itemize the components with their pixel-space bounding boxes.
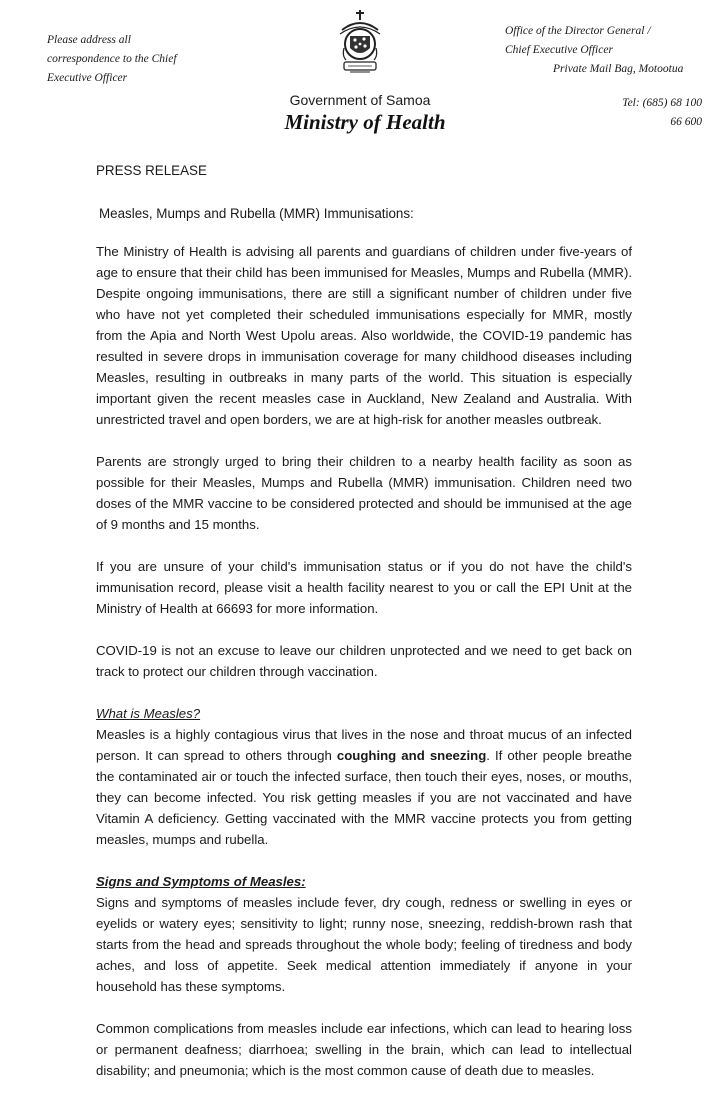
office-line-1: Office of the Director General / <box>505 25 651 37</box>
symptoms-heading: Signs and Symptoms of Measles: <box>96 874 306 889</box>
ministry-title: Ministry of Health <box>284 110 446 134</box>
paragraph-covid-note: COVID-19 is not an excuse to leave our children unprotected and we need to get back on track to protect our children through vaccination. <box>96 643 632 679</box>
telephone-line-1: Tel: (685) 68 100 <box>622 97 702 109</box>
measles-text-before: Measles is a highly contagious virus that lives in the nose and throat mucus of an infected person. It can spread to others through <box>96 727 632 763</box>
document-label: PRESS RELEASE <box>96 163 207 178</box>
telephone <box>612 94 702 132</box>
paragraph-advisory: The Ministry of Health is advising all parents and guardians of children under five-years of age to ensure that their child has been immunised for Measles, Mumps and Rubella (MMR). Despite ongoing immunisations, there are still a significant number of children under five who have not yet completed their scheduled immunisations especially for MMR, mostly from the Apia and North West Upolu areas. Also worldwide, the COVID-19 pandemic has resulted in severe drops in immunisation coverage for many childhood diseases including Measles, resulting in outbreaks in many parts of the world. This situation is especially important given the recent measles case in Auckland, New Zealand and Australia. With unrestricted travel and open borders, we are at high-risk for another measles outbreak. <box>96 244 632 427</box>
symptoms-description: Signs and symptoms of measles include fever, dry cough, redness or swelling in eyes or eyelids or watery eyes; sensitivity to light; runny nose, sneezing, reddish-brown rash that starts from the head and spreads throughout the whole body; feeling of tiredness and body aches, and loss of appetite. Seek medical attention immediately if anyone in your household has these symptoms. <box>96 895 632 994</box>
office-address <box>505 22 695 79</box>
measles-text-after: . If other people breathe the contaminated air or touch the infected surface, then touch their eyes, noses, or mouths, they can become infected. You risk getting measles if you are not vaccinated and have Vitamin A deficiency. Getting vaccinated with the MMR vaccine protects you from getting measles, mumps and rubella. <box>96 748 632 847</box>
measles-text-emphasis: coughing and sneezing <box>336 748 487 763</box>
office-line-3: Private Mail Bag, Motootua <box>553 63 684 75</box>
telephone-line-2: 66 600 <box>670 116 702 128</box>
address-note: Please address all correspondence to the Chief Executive Officer <box>47 34 177 84</box>
release-body <box>96 160 632 1081</box>
paragraph-immunisation-status: If you are unsure of your child's immunisation status or if you do not have the child's immunisation record, please visit a health facility nearest to you or call the EPI Unit at the Ministry of Health at 66693 for more information. <box>96 559 632 616</box>
government-title: Government of Samoa <box>289 92 431 108</box>
office-line-2: Chief Executive Officer <box>505 44 613 56</box>
complications-paragraph: Common complications from measles include ear infections, which can lead to hearing loss or permanent deafness; diarrhoea; swelling in the brain, which can lead to intellectual disability; and pneumonia; which is the most common cause of death due to measles. <box>96 1021 632 1078</box>
document-subject: Measles, Mumps and Rubella (MMR) Immunisations: <box>99 206 414 221</box>
samoa-coat-of-arms-icon <box>336 8 384 80</box>
paragraph-urge-parents: Parents are strongly urged to bring their children to a nearby health facility as soon as possible for their Measles, Mumps and Rubella (MMR) immunisation. Children need two doses of the MMR vaccine to be considered protected and should be immunised at the age of 9 months and 15 months. <box>96 454 632 532</box>
measles-description <box>96 724 632 850</box>
measles-heading: What is Measles? <box>96 706 201 721</box>
